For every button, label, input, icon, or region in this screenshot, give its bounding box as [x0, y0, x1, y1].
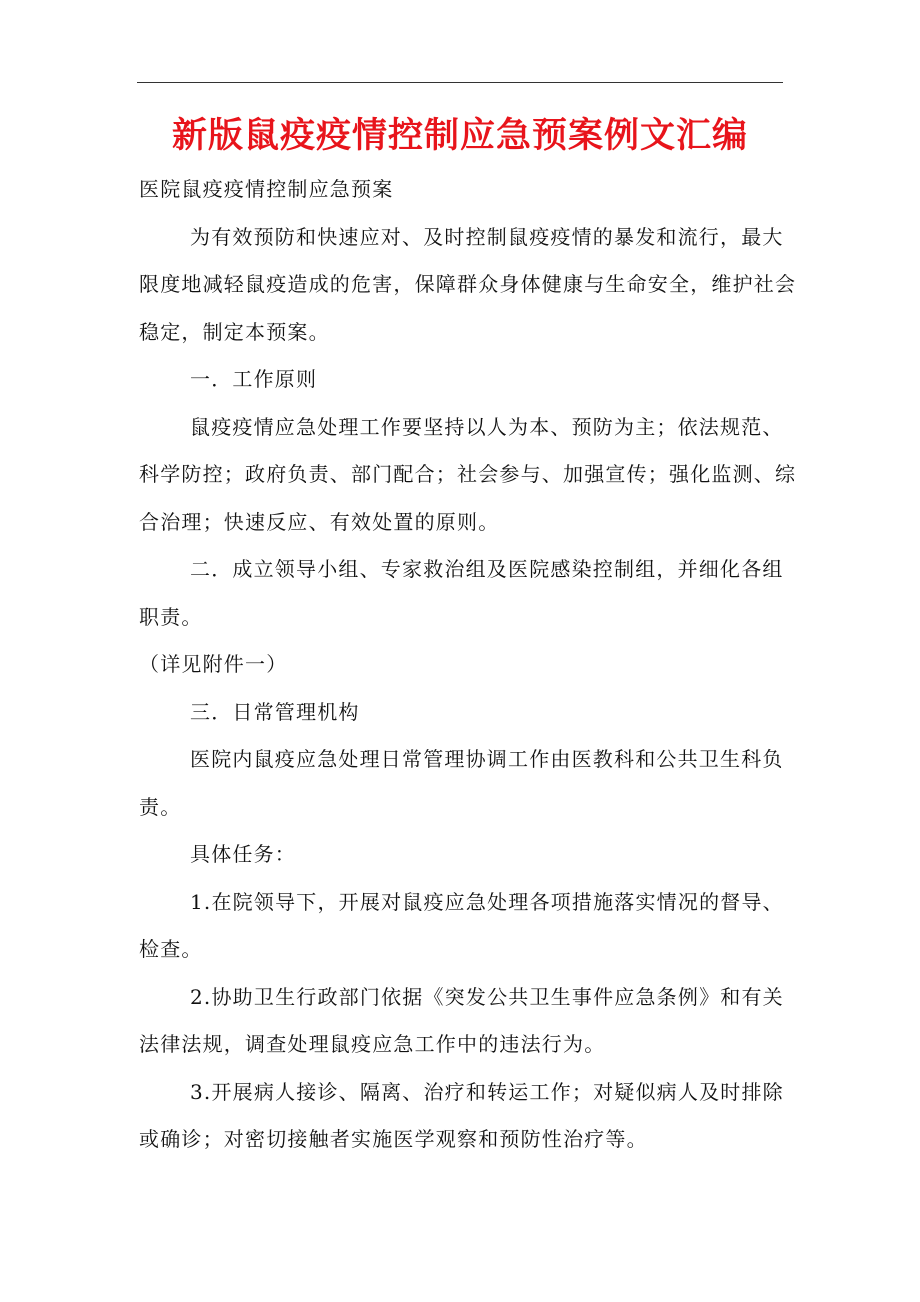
document-body — [139, 166, 799, 1164]
section-heading-principles: 一．工作原则 — [190, 367, 318, 391]
header-rule — [137, 82, 783, 83]
tasks-heading: 具体任务： — [190, 842, 296, 866]
document-subtitle: 医院鼠疫疫情控制应急预案 — [139, 177, 394, 201]
paragraph-purpose: 为有效预防和快速应对、及时控制鼠疫疫情的暴发和流行，最大限度地减轻鼠疫造成的危害，保障群众身体健康与生命安全，维护社会稳定，制定本预案。 — [139, 224, 797, 344]
task-item-3: 3.开展病人接诊、隔离、治疗和转运工作；对疑似病人及时排除或确诊；对密切接触者实施医学观察和预防性治疗等。 — [139, 1079, 784, 1151]
document-title: 新版鼠疫疫情控制应急预案例文汇编 — [171, 115, 748, 156]
section-heading-management: 三．日常管理机构 — [190, 699, 360, 724]
section-heading-groups: 二．成立领导小组、专家救治组及医院感染控制组，并细化各组职责。 — [139, 557, 784, 629]
task-item-1: 1.在院领导下，开展对鼠疫应急处理各项措施落实情况的督导、检查。 — [139, 889, 784, 961]
paragraph-attachment-note: （详见附件一） — [139, 652, 288, 676]
task-item-2: 2.协助卫生行政部门依据《突发公共卫生事件应急条例》和有关法律法规，调查处理鼠疫应急工作中的违法行为。 — [139, 984, 784, 1056]
paragraph-management: 医院内鼠疫应急处理日常管理协调工作由医教科和公共卫生科负责。 — [139, 747, 784, 819]
paragraph-principles: 鼠疫疫情应急处理工作要坚持以人为本、预防为主；依法规范、科学防控；政府负责、部门配合；社会参与、加强宣传；强化监测、综合治理；快速反应、有效处置的原则。 — [139, 414, 797, 534]
